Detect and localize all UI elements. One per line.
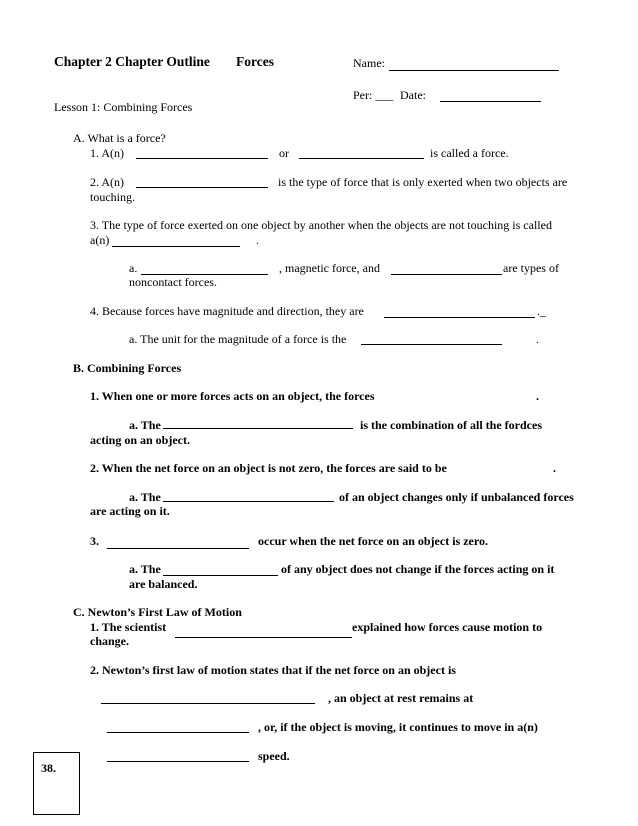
a-q3-period: . [256,233,259,247]
a-q3a-continuation: noncontact forces. [129,275,217,289]
section-b-heading: B. Combining Forces [73,361,182,375]
a-q3-text: 3. The type of force exerted on one object by another when the objects are not touching is called [90,218,552,232]
a-q1-prefix: 1. A(n) [90,146,124,160]
b-q3-suffix: occur when the net force on an object is zero. [258,534,488,548]
a-q3-prefix: a(n) [90,233,110,247]
c-q2-line4: speed. [258,749,290,763]
a-q2-blank[interactable] [136,187,268,188]
a-q3a-blank-2[interactable] [391,274,502,275]
a-q4-blank[interactable] [384,317,535,318]
chapter-title: Chapter 2 Chapter Outline [54,54,210,69]
a-q3a-suffix: are types of [503,261,559,275]
section-c-heading: C. Newton’s First Law of Motion [73,605,242,619]
date-blank[interactable] [440,101,541,102]
a-q1-blank-1[interactable] [136,158,268,159]
b-q2-text: 2. When the net force on an object is not zero, the forces are said to be [90,461,447,475]
a-q4a-text: a. The unit for the magnitude of a force is the [129,332,347,346]
b-q1a-blank[interactable] [163,428,353,429]
c-q2-blank-3[interactable] [107,761,249,762]
b-q1-period: . [536,389,539,403]
b-q2a-blank[interactable] [163,501,334,502]
c-q1-prefix: 1. The scientist [90,620,167,634]
b-q1a-suffix: is the combination of all the fordces [360,418,542,432]
b-q1-text: 1. When one or more forces acts on an object, the forces [90,389,375,403]
b-q2-period: . [553,461,556,475]
section-a-heading: A. What is a force? [73,131,166,145]
a-q4a-period: . [536,332,539,346]
b-q3a-suffix: of any object does not change if the forces acting on it [281,562,555,576]
name-label: Name: [353,56,385,70]
a-q4-suffix: ._ [537,304,546,318]
b-q1a-continuation: acting on an object. [90,433,190,447]
c-q2-blank-2[interactable] [107,732,249,733]
a-q3a-middle: , magnetic force, and [279,261,380,275]
a-q3-blank[interactable] [112,246,240,247]
page-number-box [33,752,80,815]
c-q2-blank-1[interactable] [101,703,315,704]
c-q1-continuation: change. [90,634,129,648]
page-number: 38. [41,761,56,775]
b-q3-blank[interactable] [107,548,249,549]
b-q2a-suffix: of an object changes only if unbalanced forces [339,490,574,504]
c-q2-line3: , or, if the object is moving, it continues to move in a(n) [258,720,538,734]
b-q1a-prefix: a. The [129,418,161,432]
per-label: Per: ___ [353,88,394,102]
lesson-title: Lesson 1: Combining Forces [54,100,193,114]
c-q2-text: 2. Newton’s first law of motion states that if the net force on an object is [90,663,456,677]
a-q1-or: or [279,146,289,160]
a-q2-continuation: touching. [90,190,135,204]
b-q3a-prefix: a. The [129,562,161,576]
c-q2-line2: , an object at rest remains at [328,691,474,705]
chapter-topic: Forces [236,54,274,69]
a-q4-text: 4. Because forces have magnitude and direction, they are [90,304,364,318]
c-q1-blank[interactable] [175,637,352,638]
a-q2-suffix: is the type of force that is only exerted when two objects are [278,175,568,189]
b-q2a-prefix: a. The [129,490,161,504]
c-q1-suffix: explained how forces cause motion to [352,620,543,634]
a-q1-blank-2[interactable] [299,158,424,159]
b-q3a-continuation: are balanced. [129,577,198,591]
b-q3a-blank[interactable] [163,575,278,576]
a-q4a-blank[interactable] [361,344,502,345]
b-q2a-continuation: are acting on it. [90,504,170,518]
date-label: Date: [400,88,426,102]
name-blank[interactable] [389,70,559,71]
a-q1-suffix: is called a force. [430,146,509,160]
a-q2-prefix: 2. A(n) [90,175,124,189]
b-q3-number: 3. [90,534,99,548]
a-q3a-prefix: a. [129,261,138,275]
